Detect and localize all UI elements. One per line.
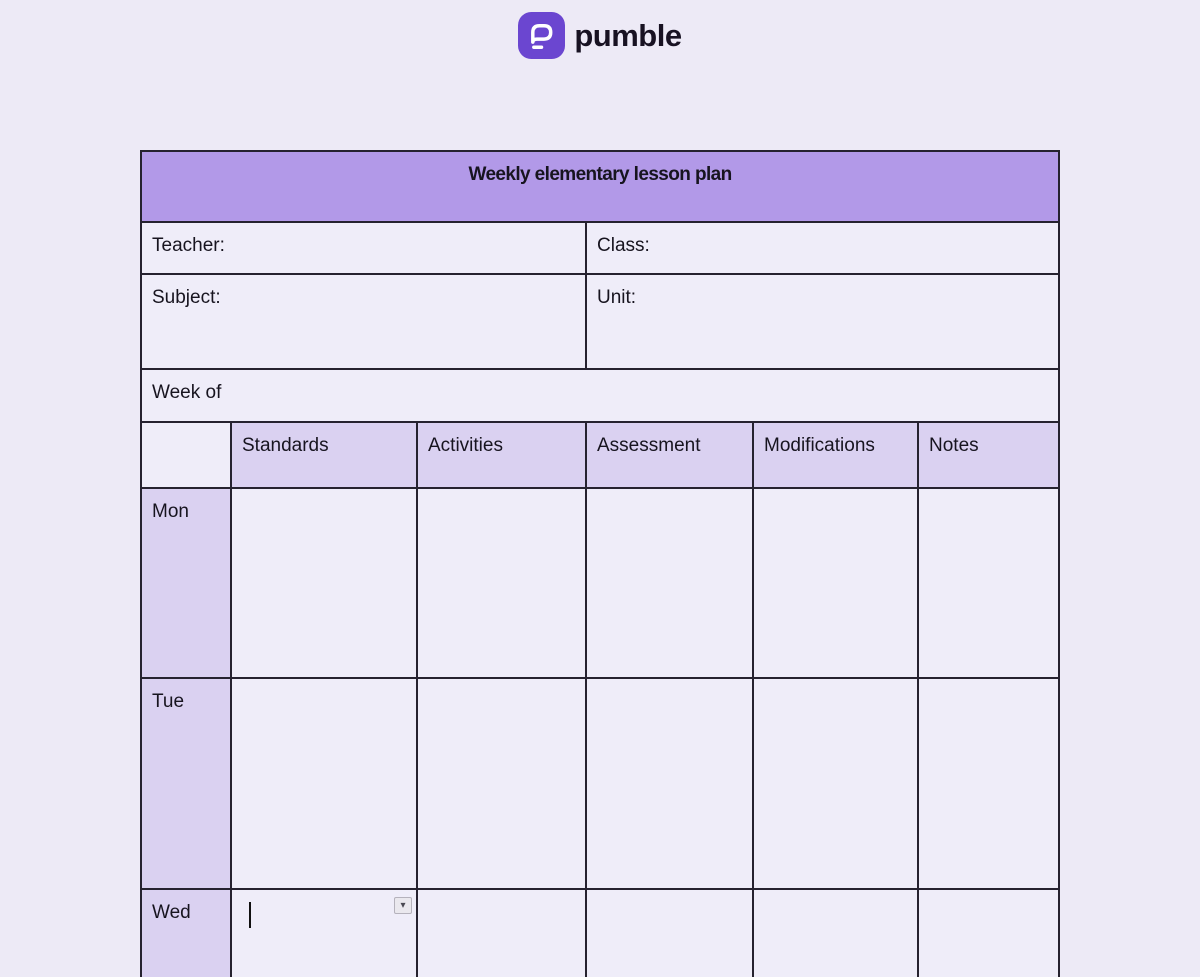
column-header-modifications: Modifications bbox=[753, 422, 918, 488]
wed-notes-cell[interactable] bbox=[918, 889, 1059, 977]
corner-cell bbox=[141, 422, 231, 488]
mon-modifications-cell[interactable] bbox=[753, 488, 918, 678]
mon-activities-cell[interactable] bbox=[417, 488, 586, 678]
teacher-field-cell[interactable] bbox=[141, 222, 586, 274]
logo bbox=[0, 12, 1200, 59]
subject-label: Subject: bbox=[152, 287, 221, 308]
column-header-row bbox=[141, 422, 1059, 488]
wed-standards-cell-active[interactable] bbox=[231, 889, 417, 977]
day-label-mon: Mon bbox=[141, 488, 231, 678]
day-label-tue: Tue bbox=[141, 678, 231, 889]
wednesday-row bbox=[141, 889, 1059, 977]
mon-assessment-cell[interactable] bbox=[586, 488, 753, 678]
brand-text: pumble bbox=[574, 17, 682, 53]
tue-activities-cell[interactable] bbox=[417, 678, 586, 889]
column-header-notes: Notes bbox=[918, 422, 1059, 488]
class-label: Class: bbox=[597, 235, 650, 256]
unit-label: Unit: bbox=[597, 287, 637, 308]
mon-standards-cell[interactable] bbox=[231, 488, 417, 678]
plan-title: Weekly elementary lesson plan bbox=[141, 151, 1059, 222]
tue-standards-cell[interactable] bbox=[231, 678, 417, 889]
teacher-label: Teacher: bbox=[152, 235, 225, 256]
subject-field-cell[interactable] bbox=[141, 274, 586, 369]
monday-row bbox=[141, 488, 1059, 678]
column-header-standards: Standards bbox=[231, 422, 417, 488]
tue-notes-cell[interactable] bbox=[918, 678, 1059, 889]
day-label-wed: Wed bbox=[141, 889, 231, 977]
week-of-field-cell[interactable] bbox=[141, 369, 1059, 422]
tuesday-row bbox=[141, 678, 1059, 889]
tue-modifications-cell[interactable] bbox=[753, 678, 918, 889]
chevron-down-icon: ▾ bbox=[400, 899, 406, 911]
unit-field-cell[interactable] bbox=[586, 274, 1059, 369]
class-field-cell[interactable] bbox=[586, 222, 1059, 274]
column-header-activities: Activities bbox=[417, 422, 586, 488]
wed-modifications-cell[interactable] bbox=[753, 889, 918, 977]
wed-activities-cell[interactable] bbox=[417, 889, 586, 977]
week-of-label: Week of bbox=[152, 382, 222, 403]
lesson-plan bbox=[140, 150, 1060, 977]
text-cursor bbox=[249, 902, 251, 928]
cell-dropdown-button[interactable] bbox=[394, 897, 412, 914]
teacher-class-row bbox=[141, 222, 1059, 274]
week-of-row bbox=[141, 369, 1059, 422]
title-row bbox=[141, 151, 1059, 222]
pumble-speech-bubble-icon bbox=[518, 12, 565, 59]
tue-assessment-cell[interactable] bbox=[586, 678, 753, 889]
lesson-plan-table bbox=[140, 150, 1060, 977]
subject-unit-row bbox=[141, 274, 1059, 369]
mon-notes-cell[interactable] bbox=[918, 488, 1059, 678]
wed-assessment-cell[interactable] bbox=[586, 889, 753, 977]
column-header-assessment: Assessment bbox=[586, 422, 753, 488]
